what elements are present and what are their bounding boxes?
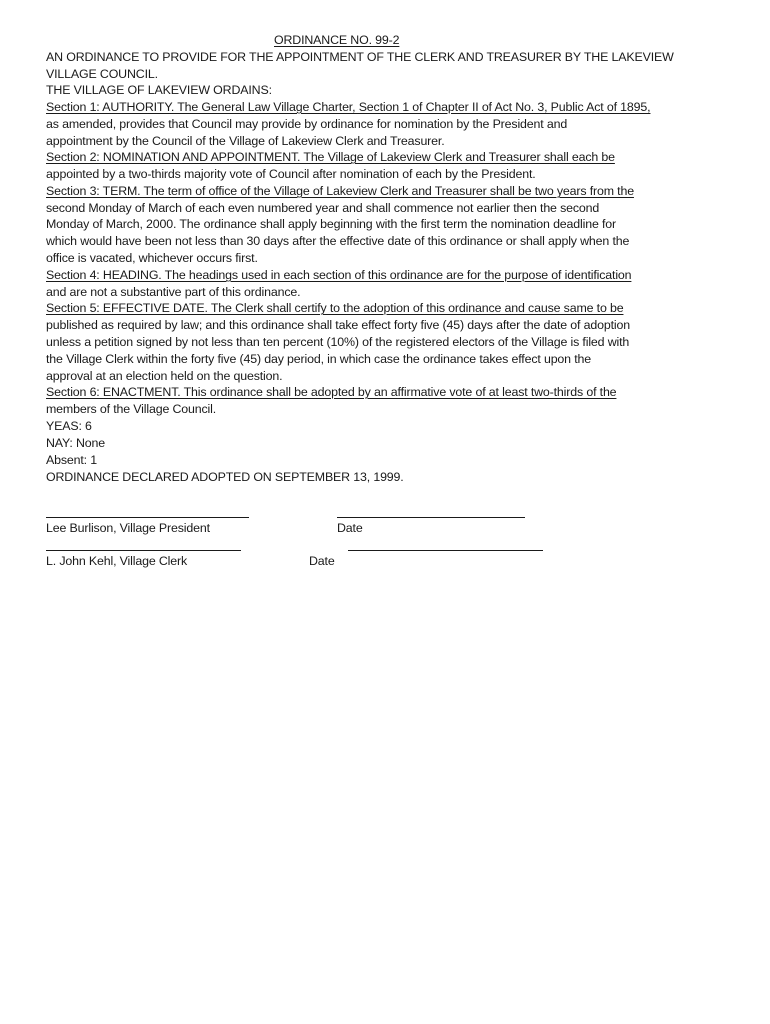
clerk-signature-label: L. John Kehl, Village Clerk [46,554,188,568]
intro-line: AN ORDINANCE TO PROVIDE FOR THE APPOINTMENT OF THE CLERK AND TREASURER BY THE LAKEVIEW [46,50,674,64]
clerk-date-label: Date [309,554,335,568]
vote-nay: NAY: None [46,436,106,450]
section-3-text: second Monday of March of each even numbered year and shall commence not earlier then the second [46,201,600,215]
section-2-heading: Section 2: NOMINATION AND APPOINTMENT. The Village of Lakeview Clerk and Treasurer shall each be [46,150,615,164]
intro-line: VILLAGE COUNCIL. [46,67,158,81]
section-1-text: as amended, provides that Council may provide by ordinance for nomination by the President and [46,117,568,131]
section-5-text: the Village Clerk within the forty five (45) day period, in which case the ordinance takes effect upon the [46,352,591,366]
section-6-heading: Section 6: ENACTMENT. This ordinance shall be adopted by an affirmative vote of at least two-thirds of the [46,385,617,399]
section-1-heading: Section 1: AUTHORITY. The General Law Village Charter, Section 1 of Chapter II of Act No. 3, Public Act of 1895, [46,100,651,114]
section-6-text: members of the Village Council. [46,402,217,416]
section-4-heading: Section 4: HEADING. The headings used in each section of this ordinance are for the purpose of identification [46,268,632,282]
vote-absent: Absent: 1 [46,453,98,467]
president-signature-label: Lee Burlison, Village President [46,521,210,535]
ordains-line: THE VILLAGE OF LAKEVIEW ORDAINS: [46,83,272,97]
section-4-text: and are not a substantive part of this ordinance. [46,285,301,299]
ordinance-title: ORDINANCE NO. 99-2 [274,33,400,47]
section-1-text: appointment by the Council of the Village of Lakeview Clerk and Treasurer. [46,134,445,148]
section-5-text: approval at an election held on the question. [46,369,283,383]
section-5-heading: Section 5: EFFECTIVE DATE. The Clerk shall certify to the adoption of this ordinance and cause same to be [46,301,624,315]
clerk-signature-line [46,550,241,551]
president-date-line [337,517,525,518]
section-3-text: Monday of March, 2000. The ordinance shall apply beginning with the first term the nomination deadline for [46,217,617,231]
section-3-text: which would have been not less than 30 days after the effective date of this ordinance or shall apply when the [46,234,630,248]
president-signature-line [46,517,249,518]
section-2-text: appointed by a two-thirds majority vote of Council after nomination of each by the President. [46,167,536,181]
president-date-label: Date [337,521,363,535]
section-3-heading: Section 3: TERM. The term of office of the Village of Lakeview Clerk and Treasurer shall be two years from the [46,184,634,198]
section-3-text: office is vacated, whichever occurs first. [46,251,258,265]
clerk-date-line [348,550,543,551]
adoption-statement: ORDINANCE DECLARED ADOPTED ON SEPTEMBER 13, 1999. [46,470,404,484]
section-5-text: published as required by law; and this ordinance shall take effect forty five (45) days after the date of adoption [46,318,630,332]
section-5-text: unless a petition signed by not less than ten percent (10%) of the registered electors of the Village is filed with [46,335,630,349]
vote-yeas: YEAS: 6 [46,419,92,433]
